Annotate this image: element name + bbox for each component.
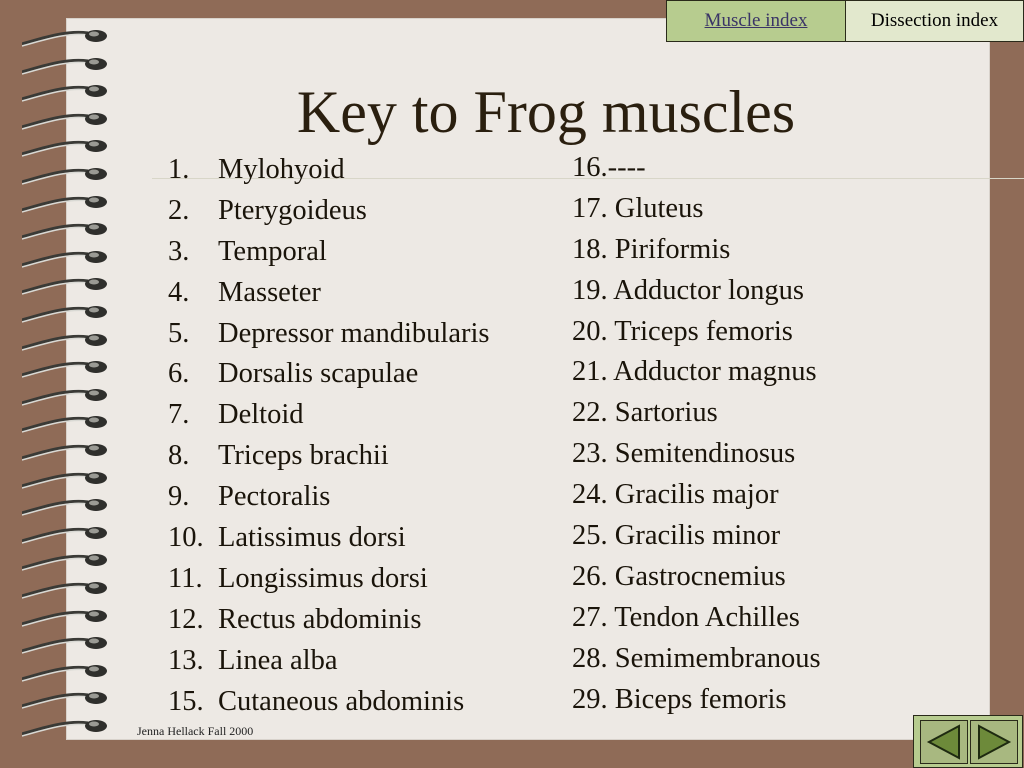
- item-name: Pectoralis: [218, 481, 331, 513]
- next-button[interactable]: [970, 720, 1018, 764]
- item-name: Dorsalis scapulae: [218, 358, 419, 390]
- spiral-coil: [22, 442, 112, 464]
- item-number: 12.: [168, 603, 204, 635]
- spiral-coil: [22, 663, 112, 685]
- item-number: 5.: [168, 317, 190, 349]
- list-item: [168, 600, 489, 641]
- muscle-index-link[interactable]: Muscle index: [666, 0, 846, 42]
- list-item: [168, 518, 489, 559]
- spiral-coil: [22, 497, 112, 519]
- slide-navigation: [913, 715, 1023, 768]
- triangle-right-icon: [971, 721, 1017, 763]
- item-number: 8.: [168, 440, 190, 472]
- item-name: Masseter: [218, 276, 321, 308]
- dissection-index-link[interactable]: Dissection index: [845, 0, 1024, 42]
- item-number: 13.: [168, 644, 204, 676]
- list-item: 18. Piriformis: [572, 233, 731, 265]
- list-item: [168, 559, 489, 600]
- list-item: [168, 273, 489, 314]
- list-item: [168, 232, 489, 273]
- spiral-coil: [22, 221, 112, 243]
- footer-credit: Jenna Hellack Fall 2000: [137, 724, 254, 738]
- item-name: Linea alba: [218, 644, 338, 676]
- item-name: Cutaneous abdominis: [218, 685, 465, 717]
- list-item: 21. Adductor magnus: [572, 356, 817, 388]
- item-name: Depressor mandibularis: [218, 317, 490, 349]
- spiral-coil: [22, 414, 112, 436]
- item-number: 2.: [168, 194, 190, 226]
- spiral-coil: [22, 387, 112, 409]
- item-name: Temporal: [218, 235, 327, 267]
- list-item: 24. Gracilis major: [572, 479, 779, 511]
- spiral-coil: [22, 608, 112, 630]
- spiral-coil: [22, 56, 112, 78]
- item-name: Mylohyoid: [218, 154, 345, 185]
- list-item: 27. Tendon Achilles: [572, 601, 800, 633]
- spiral-coil: [22, 580, 112, 602]
- list-item: 16.----: [572, 152, 646, 183]
- list-item: 28. Semimembranous: [572, 642, 821, 674]
- spiral-coil: [22, 304, 112, 326]
- list-item: [168, 436, 489, 477]
- spiral-coil: [22, 28, 112, 50]
- list-item: [168, 314, 489, 355]
- item-number: 4.: [168, 276, 190, 308]
- item-number: 15.: [168, 685, 204, 717]
- triangle-left-icon: [921, 721, 967, 763]
- item-number: 3.: [168, 235, 190, 267]
- spiral-coil: [22, 690, 112, 712]
- previous-button[interactable]: [920, 720, 968, 764]
- spiral-coil: [22, 525, 112, 547]
- spiral-coil: [22, 359, 112, 381]
- item-name: Triceps brachii: [218, 440, 389, 472]
- list-item: 25. Gracilis minor: [572, 520, 781, 552]
- item-name: Latissimus dorsi: [218, 522, 406, 554]
- list-item: [168, 191, 489, 232]
- list-item: 22. Sartorius: [572, 397, 718, 429]
- spiral-coil: [22, 552, 112, 574]
- list-item: [168, 395, 489, 436]
- item-number: 7.: [168, 399, 190, 431]
- list-item: 19. Adductor longus: [572, 274, 804, 306]
- list-item: 26. Gastrocnemius: [572, 560, 786, 592]
- item-number: 11.: [168, 562, 203, 594]
- list-item: [168, 682, 489, 723]
- list-item: 23. Semitendinosus: [572, 438, 796, 470]
- spiral-coil: [22, 249, 112, 271]
- spiral-coil: [22, 276, 112, 298]
- list-item: [168, 641, 489, 682]
- spiral-coil: [22, 470, 112, 492]
- item-number: 9.: [168, 481, 190, 513]
- spiral-coil: [22, 166, 112, 188]
- item-name: Deltoid: [218, 399, 304, 431]
- muscle-list-left: [168, 150, 489, 722]
- spiral-coil: [22, 635, 112, 657]
- spiral-coil: [22, 332, 112, 354]
- item-number: 1.: [168, 154, 190, 185]
- list-item: [168, 477, 489, 518]
- item-number: 10.: [168, 522, 204, 554]
- list-item: 29. Biceps femoris: [572, 683, 787, 715]
- spiral-coil: [22, 718, 112, 740]
- list-item: 20. Triceps femoris: [572, 315, 793, 347]
- list-item: 17. Gluteus: [572, 192, 704, 224]
- item-name: Rectus abdominis: [218, 603, 422, 635]
- spiral-coil: [22, 194, 112, 216]
- page-title: Key to Frog muscles: [296, 79, 796, 145]
- list-item: [168, 150, 489, 191]
- muscle-list-right: [572, 148, 821, 720]
- item-number: 6.: [168, 358, 190, 390]
- item-name: Longissimus dorsi: [218, 562, 428, 594]
- item-name: Pterygoideus: [218, 194, 367, 226]
- list-item: [168, 354, 489, 395]
